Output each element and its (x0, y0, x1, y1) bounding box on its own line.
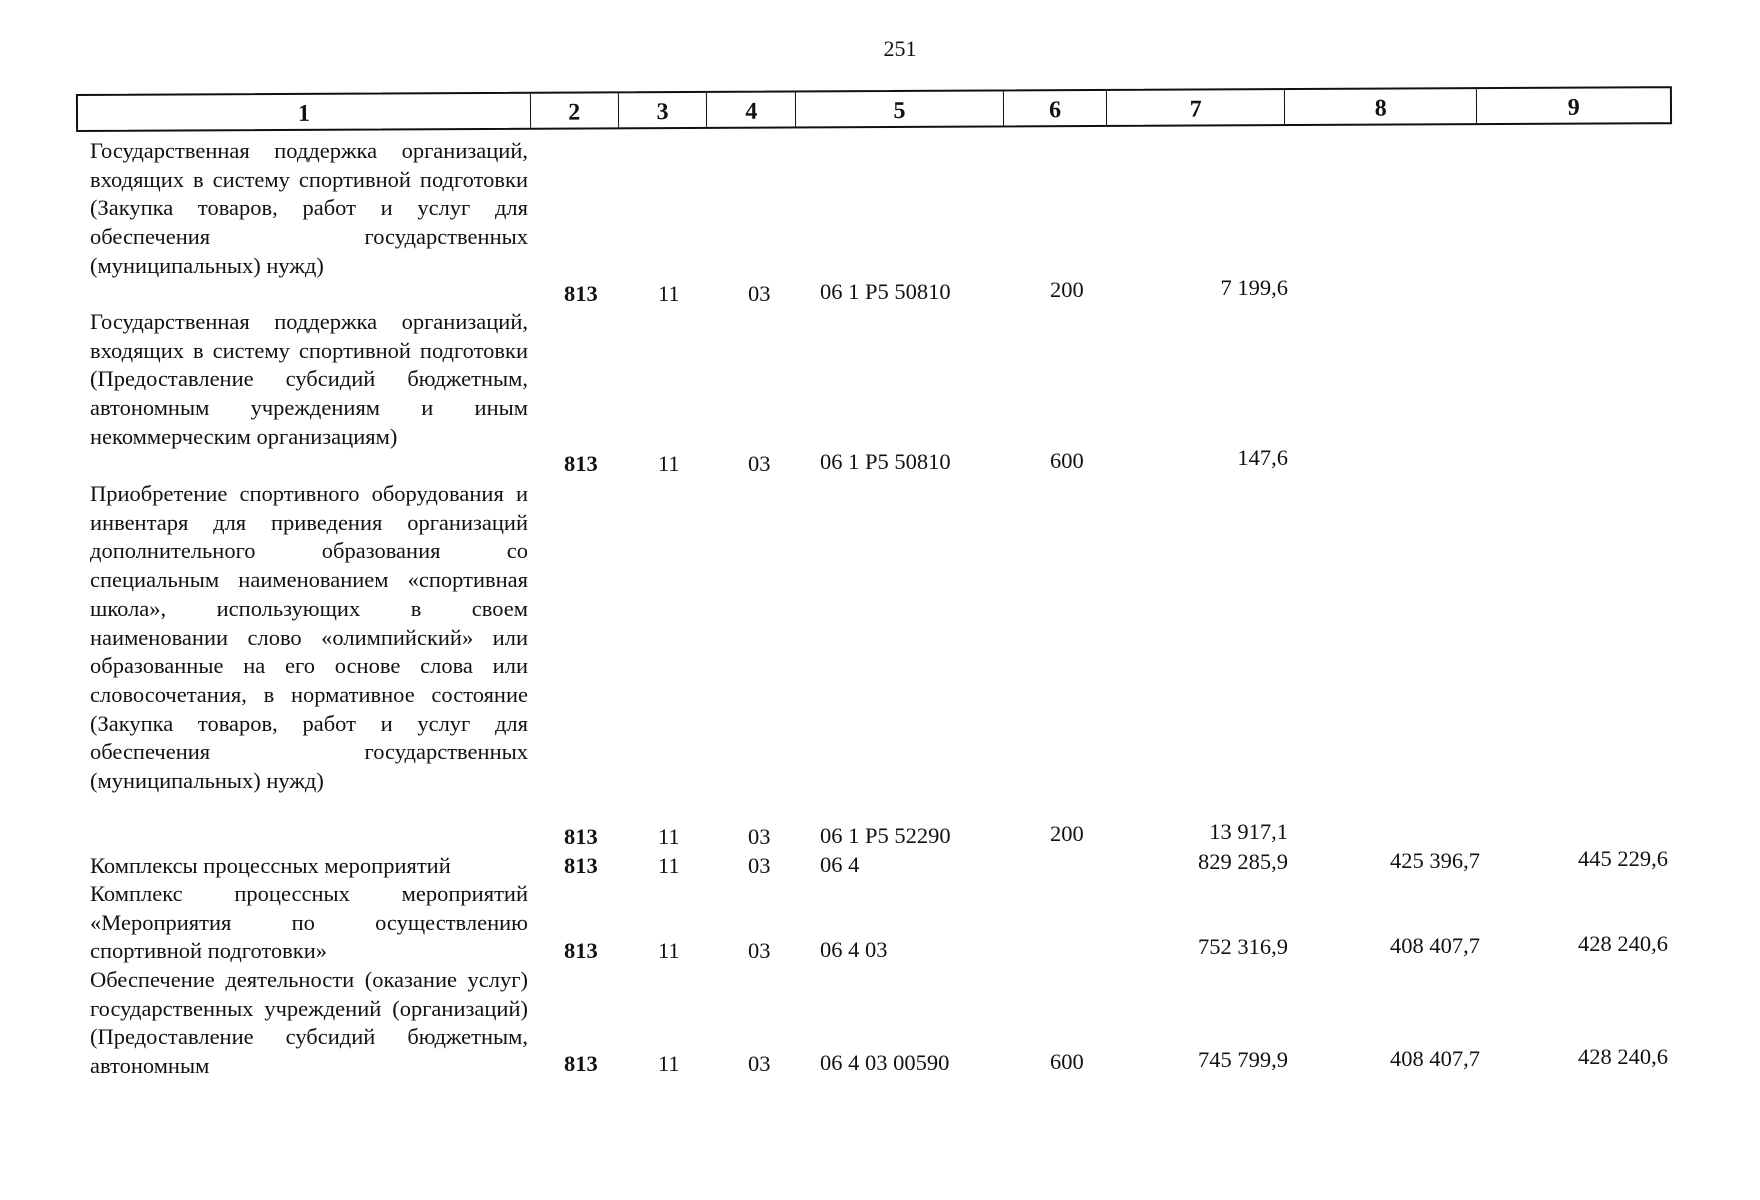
row-section: 11 (658, 1051, 680, 1076)
row-amount-3: 428 240,6 (1578, 931, 1668, 956)
header-col-6: 6 (1004, 91, 1108, 126)
row-section: 11 (658, 281, 680, 306)
row-section: 11 (658, 824, 680, 849)
row-expense-type: 600 (1050, 1049, 1084, 1074)
row-target-article: 06 4 (820, 852, 860, 877)
row-target-article: 06 4 03 (820, 937, 888, 962)
row-code: 813 (564, 1051, 598, 1076)
row-description: Обеспечение деятельности (оказание услуг) государственных учреждений (организаций) (Предоставление субсидий бюджетным, автономным (90, 967, 528, 1079)
row-code: 813 (564, 824, 598, 849)
row-description: Государственная поддержка организаций, входящих в систему спортивной подготовки (Предоставление субсидий бюджетным, автономным учреждениям и иным некоммерческим организациям) (90, 309, 528, 449)
header-col-3: 3 (619, 93, 708, 127)
row-target-article: 06 1 Р5 50810 (820, 279, 951, 304)
row-amount-2: 408 407,7 (1390, 933, 1480, 958)
row-amount-1: 752 316,9 (1198, 934, 1288, 959)
table-header (76, 86, 1672, 132)
row-section: 11 (658, 451, 680, 476)
header-col-2: 2 (531, 93, 619, 127)
row-subsection: 03 (748, 281, 771, 306)
row-target-article: 06 4 03 00590 (820, 1050, 950, 1075)
header-col-5: 5 (796, 91, 1004, 126)
row-amount-3: 428 240,6 (1578, 1044, 1668, 1069)
row-amount-1: 7 199,6 (1220, 275, 1288, 300)
row-expense-type: 200 (1050, 277, 1084, 302)
row-code: 813 (564, 853, 598, 878)
header-col-9: 9 (1567, 94, 1580, 121)
row-amount-1: 13 917,1 (1209, 819, 1288, 844)
row-amount-2: 425 396,7 (1390, 848, 1480, 873)
header-col-7: 7 (1107, 90, 1285, 125)
header-col-4: 4 (707, 92, 796, 126)
row-section: 11 (658, 853, 680, 878)
row-subsection: 03 (748, 938, 771, 963)
row-code: 813 (564, 938, 598, 963)
row-description: Государственная поддержка организаций, входящих в систему спортивной подготовки (Закупка товаров, работ и услуг для обеспечения государственных (муниципальных) нужд) (90, 138, 528, 278)
row-target-article: 06 1 Р5 50810 (820, 449, 951, 474)
row-subsection: 03 (748, 1051, 771, 1076)
row-amount-3: 445 229,6 (1578, 846, 1668, 871)
row-target-article: 06 1 Р5 52290 (820, 823, 951, 848)
page-number: 251 (883, 36, 917, 61)
row-subsection: 03 (748, 853, 771, 878)
row-code: 813 (564, 451, 598, 476)
row-amount-1: 147,6 (1237, 445, 1288, 470)
row-subsection: 03 (748, 824, 771, 849)
row-expense-type: 200 (1050, 821, 1084, 846)
row-code: 813 (564, 281, 598, 306)
header-col-8: 8 (1285, 89, 1478, 124)
row-description: Комплексы процессных мероприятий (90, 853, 451, 878)
header-col-1: 1 (78, 94, 531, 130)
row-description: Комплекс процессных мероприятий «Мероприятия по осуществлению спортивной подготовки» (90, 881, 528, 964)
row-description: Приобретение спортивного оборудования и инвентаря для приведения организаций дополнительного образования со специальным наименованием «спортивная школа», использующих в своем наименовании слово «олимпийский» или образованные на его основе слова или словосочетания, в нормативное состояние (Закупка товаров, работ и услуг для обеспечения государственных (муниципальных) нужд) (90, 481, 528, 794)
row-amount-2: 408 407,7 (1390, 1046, 1480, 1071)
row-subsection: 03 (748, 451, 771, 476)
row-amount-1: 745 799,9 (1198, 1047, 1288, 1072)
row-expense-type: 600 (1050, 448, 1084, 473)
row-section: 11 (658, 938, 680, 963)
row-amount-1: 829 285,9 (1198, 849, 1288, 874)
